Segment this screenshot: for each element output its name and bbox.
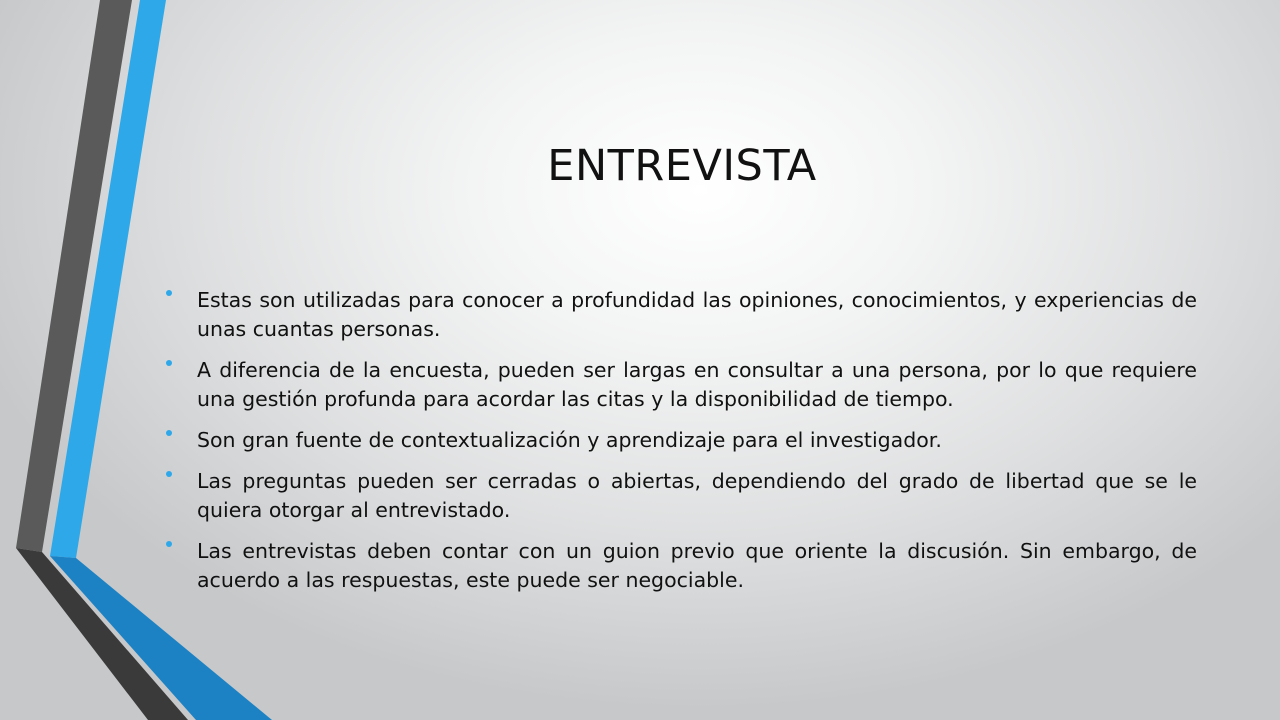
bullet-text: Son gran fuente de contextualización y aprendizaje para el investigador.: [197, 428, 942, 452]
bullet-text: A diferencia de la encuesta, pueden ser largas en consultar a una persona, por lo que requiere una gestión profunda para acordar las citas y la disponibilidad de tiempo.: [197, 358, 1197, 411]
bullet-item: [197, 356, 1197, 414]
bullet-icon: [166, 541, 172, 547]
bullet-icon: [166, 430, 172, 436]
bullet-text: Estas son utilizadas para conocer a profundidad las opiniones, conocimientos, y experiencias de unas cuantas personas.: [197, 288, 1197, 341]
bullet-icon: [166, 471, 172, 477]
bullet-item: [197, 426, 1197, 455]
bullet-item: [197, 467, 1197, 525]
bullet-list: [197, 286, 1197, 607]
bullet-text: Las preguntas pueden ser cerradas o abiertas, dependiendo del grado de libertad que se le quiera otorgar al entrevistado.: [197, 469, 1197, 522]
bullet-text: Las entrevistas deben contar con un guion previo que oriente la discusión. Sin embargo, de acuerdo a las respuestas, este puede ser negociable.: [197, 539, 1197, 592]
bullet-icon: [166, 360, 172, 366]
bullet-item: [197, 537, 1197, 595]
slide-title: ENTREVISTA: [547, 141, 817, 191]
bullet-item: [197, 286, 1197, 344]
bullet-icon: [166, 290, 172, 296]
